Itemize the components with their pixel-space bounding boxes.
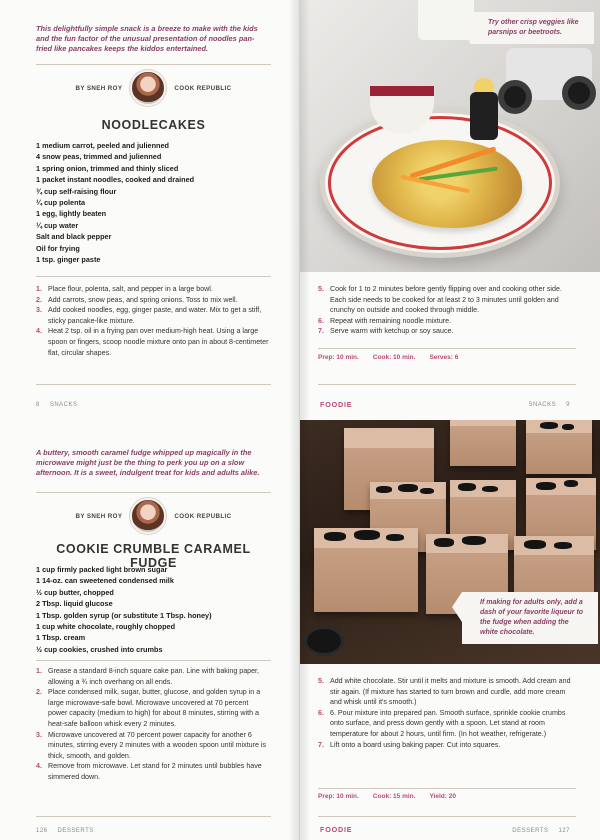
recipe-title: NOODLECAKES [101,118,206,132]
author-name: BY SNEH ROY [75,84,123,92]
step-text: Remove from microwave. Let stand for 2 minutes until bubbles have simmered down. [48,762,262,781]
step-number: 5. [318,285,324,293]
recipe-intro: This delightfully simple snack is a breeze to make with the kids and the fun factor of the unusual presentation of noodles pan-fried like pancakes keeps the kiddos entertained. [36,24,258,53]
cook-time: Cook: 15 min. [372,793,416,800]
page-number: 9 [566,402,570,408]
ingredient-item: Salt and black pepper [36,232,112,242]
method-steps [318,676,578,750]
ingredient-item: Oil for frying [36,243,80,253]
step-number: 7. [318,327,324,336]
divider [36,276,271,277]
step-number: 2. [36,688,42,697]
step-number: 5. [318,677,324,685]
step-text: 6. Pour mixture into prepared pan. Smooth surface, sprinkle cookie crumbs onto surface, and press down gently with a spoon. Let stand at room temperature for about 2 hours, until firm. (In hot weather, refrigerate.) [330,708,566,738]
divider [36,492,271,493]
recipe-meta [318,793,456,800]
section-name: DESSERTS [57,828,94,834]
step-text: Repeat with remaining noodle mixture. [330,316,452,325]
serves: Serves: 6 [429,354,459,361]
author-avatar [130,70,166,106]
ingredient-item: 1 cup firmly packed light brown sugar [36,565,168,574]
divider [318,384,576,385]
step-text: Heat 2 tsp. oil in a frying pan over medium-high heat. Using a large spoon or fingers, scoop noodle mixture onto pan in about 8-centimeter flat, circular shapes. [48,327,269,357]
ingredient-item: ¼ cup polenta [36,198,86,208]
step-number: 2. [36,295,42,304]
cookie-shape [304,626,344,656]
step-text: Place condensed milk, sugar, butter, glucose, and golden syrup in a large microwave-safe bowl. Microwave uncovered at 70 percent power capacity (medium to high) for about 8 minutes, stirring with a heat-safe balloon whisk every 2 minutes. [48,688,261,728]
method-step [36,761,269,782]
recipe-meta [318,354,458,361]
section-name: DESSERTS [512,828,549,834]
step-number: 6. [318,708,324,717]
page-left-noodlecakes [0,0,300,420]
gutter-shadow [300,420,310,840]
step-number: 3. [36,730,42,739]
method-step [36,666,269,687]
ingredient-item: 1 tsp. ginger paste [36,255,101,265]
ingredient-item: 1 egg, lightly beaten [36,209,107,219]
divider [36,816,271,817]
byline [36,498,271,534]
gutter-shadow [289,420,299,840]
author-avatar [130,498,166,534]
magazine-brand: FOODIE [320,825,353,834]
ingredient-item: 1 cup white chocolate, roughly chopped [36,622,176,632]
step-text: Lift onto a board using baking paper. Cut into squares. [330,740,501,749]
method-step [36,295,269,306]
section-name: SNACKS [49,402,78,408]
gutter-shadow [289,0,299,420]
page-footer [528,402,570,408]
step-text: Grease a standard 8-inch square cake pan. Line with baking paper, allowing a ¾ inch overhang on all ends. [48,667,259,686]
page-footer [36,402,78,408]
page-footer [36,828,94,834]
step-text: Add carrots, snow peas, and spring onions. Toss to mix well. [48,295,238,304]
ingredient-item: 1 Tbsp. cream [36,633,86,643]
method-step [318,326,578,337]
yield: Yield: 20 [429,793,456,800]
method-step [36,305,269,326]
method-step [36,326,269,358]
publisher-name: COOK REPUBLIC [174,512,232,520]
ingredient-item: 1 packet instant noodles, cooked and drained [36,175,195,185]
fudge-square [314,528,418,612]
fudge-square [526,420,592,474]
byline [36,70,271,106]
step-number: 7. [318,740,324,749]
step-text: Microwave uncovered at 70 percent power capacity for another 6 minutes, stirring every 2 minutes with a wooden spoon until mixture is thick, smooth, and golden. [48,730,267,760]
prep-time: Prep: 10 min. [318,354,359,361]
fudge-photo [300,420,600,664]
section-name: SNACKS [528,402,557,408]
method-step [36,730,269,762]
ingredient-list [36,564,269,655]
divider [36,384,271,385]
ingredient-item: 1 14-oz. can sweetened condensed milk [36,576,174,586]
method-step [318,740,578,751]
tip-callout: If making for adults only, add a dash of your favorite liqueur to the fudge when adding the white chocolate. [462,592,598,644]
tip-callout: Try other crisp veggies like parsnips or beetroots. [470,12,594,44]
method-step [318,316,578,327]
step-number: 4. [36,327,42,336]
divider [36,660,271,661]
method-steps [318,284,578,337]
author-name: BY SNEH ROY [75,512,123,520]
step-text: Cook for 1 to 2 minutes before gently flipping over and cooking other side. Each side needs to be cooked for at least 2 to 3 minutes until golden and crunchy on outside and cooked through middle. [330,285,562,315]
divider [318,348,576,349]
page-left-fudge [0,420,300,840]
method-step [36,284,269,295]
ingredient-item: 1 spring onion, trimmed and thinly sliced [36,163,179,173]
spread-caramel-fudge [0,420,600,840]
page-footer [512,828,570,834]
page-number: 126 [36,828,48,834]
step-number: 3. [36,306,42,315]
method-steps [36,284,269,358]
fudge-square [450,420,516,466]
ingredient-item: ¾ cup self-raising flour [36,186,117,196]
ingredient-item: 1 medium carrot, peeled and julienned [36,141,169,150]
page-number: 127 [558,828,570,834]
method-step [318,284,578,316]
publisher-name: COOK REPUBLIC [174,84,232,92]
page-right-noodlecakes [300,0,600,420]
ingredient-item: ½ cup butter, chopped [36,587,114,597]
divider [36,64,271,65]
toy-figure-body [470,92,498,140]
page-right-fudge [300,420,600,840]
divider [318,816,576,817]
cook-time: Cook: 10 min. [372,354,416,361]
step-number: 1. [36,285,42,293]
step-number: 6. [318,316,324,325]
noodlecake-photo [300,0,600,272]
page-number: 8 [36,402,40,408]
ingredient-item: 2 Tbsp. liquid glucose [36,599,113,609]
method-step [318,676,578,708]
method-step [318,708,578,740]
wheel-shape [562,76,596,110]
ingredient-item: ¼ cup water [36,220,79,230]
step-number: 1. [36,667,42,675]
step-number: 4. [36,762,42,771]
magazine-brand: FOODIE [320,400,353,409]
method-steps [36,666,269,783]
wheel-shape [498,80,532,114]
ingredient-item: 1 Tbsp. golden syrup (or substitute 1 Tbsp. honey) [36,610,212,620]
gutter-shadow [300,0,310,420]
recipe-intro: A buttery, smooth caramel fudge whipped up magically in the microwave might just be the thing to perk you up on a slow afternoon. It is a sweet, indulgent treat for kids and adults alike. [36,448,260,477]
recipe-title: COOKIE CRUMBLE CARAMEL FUDGE [56,542,251,570]
step-text: Place flour, polenta, salt, and pepper in a large bowl. [48,285,213,293]
ingredient-list [36,140,269,265]
method-step [36,687,269,729]
ingredient-item: 4 snow peas, trimmed and julienned [36,152,162,162]
step-text: Add white chocolate. Stir until it melts and mixture is smooth. Add cream and stir again. (If mixture has started to turn brown and curdle, add more cream and whisk until it's smooth.) [330,677,571,707]
prep-time: Prep: 10 min. [318,793,359,800]
ingredient-item: ½ cup cookies, crushed into crumbs [36,644,163,654]
step-text: Add cooked noodles, egg, ginger paste, and water. Mix to get a stiff, sticky pancake-like mixture. [48,306,262,325]
step-text: Serve warm with ketchup or soy sauce. [330,327,454,336]
divider [318,788,576,789]
